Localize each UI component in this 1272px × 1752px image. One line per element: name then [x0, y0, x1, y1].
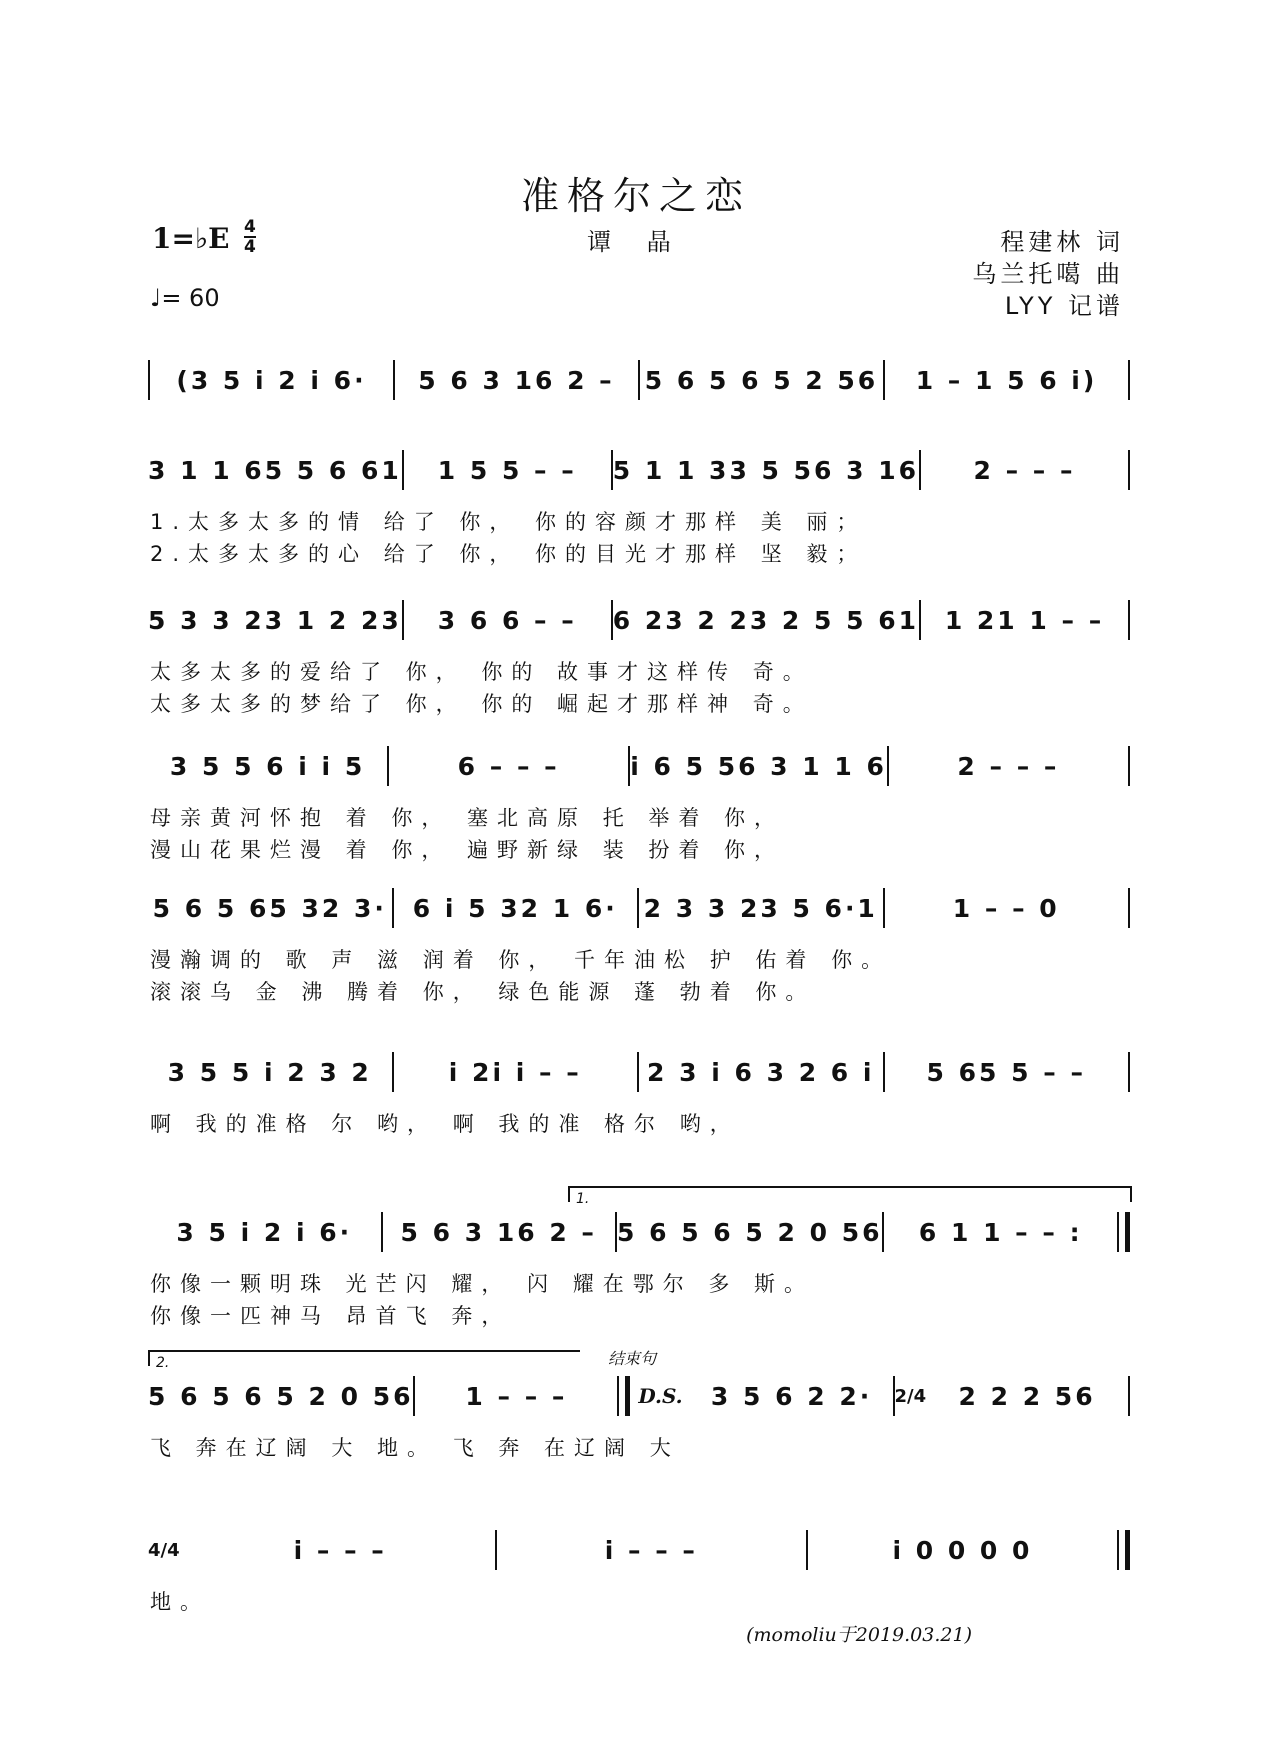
- meter-top: 4: [244, 217, 256, 237]
- notes-line: [148, 1376, 1130, 1416]
- lyricist-credit: 程建林 词: [1000, 228, 1124, 256]
- notes-line: [148, 1530, 1130, 1570]
- measure: 1 – 1 5 6 i): [915, 365, 1098, 395]
- measure: 3 1 1 65 5 6 61: [148, 455, 402, 485]
- measure: 5 6 3 16 2 –: [400, 1217, 597, 1247]
- measure: i 2i i – –: [448, 1057, 582, 1087]
- page-title: 准格尔之恋: [520, 174, 751, 218]
- bar-line: [1128, 888, 1130, 928]
- lyric-line: 2.太多太多的心 给了 你， 你的目光才那样 坚 毅；: [150, 542, 867, 566]
- measure: i – – –: [604, 1535, 698, 1565]
- dal-segno-mark: D.S.: [638, 1384, 683, 1408]
- bar-line: [617, 1376, 630, 1416]
- score-row: [148, 1191, 1130, 1328]
- score-row: [148, 600, 1130, 716]
- measure: 3 5 5 i 2 3 2: [167, 1057, 372, 1087]
- lyric-line: 滚滚乌 金 沸 腾着 你， 绿色能源 蓬 勃着 你。: [150, 980, 816, 1004]
- measure: 3 6 6 – –: [437, 605, 577, 635]
- score-row: [148, 450, 1130, 566]
- bar-line: [1128, 360, 1130, 400]
- measure: 6 i 5 32 1 6·: [412, 893, 618, 923]
- measure: 6 – – –: [457, 751, 560, 781]
- measure: (3 5 i 2 i 6·: [176, 365, 367, 395]
- coda-label: 结束句: [608, 1349, 657, 1368]
- notes-line: [148, 746, 1130, 786]
- transcriber-credit: LYY 记谱: [1004, 292, 1124, 320]
- volta-number: 1.: [576, 1191, 590, 1207]
- measure: 1 – – –: [465, 1381, 568, 1411]
- measure: 6 23 2 23 2 5 5 61: [612, 605, 920, 635]
- transcriber-signature: (momoliu于2019.03.21): [746, 1624, 972, 1646]
- bar-line: [1128, 1052, 1130, 1092]
- measure: 5 1 1 33 5 56 3 16: [612, 455, 920, 485]
- measure: 3 5 i 2 i 6·: [176, 1217, 353, 1247]
- lyric-line: 你像一颗明珠 光芒闪 耀， 闪 耀在鄂尔 多 斯。: [150, 1272, 815, 1296]
- lyric-line: 漫瀚调的 歌 声 滋 润着 你， 千年油松 护 佑着 你。: [150, 948, 892, 972]
- measure: 5 6 3 16 2 –: [418, 365, 615, 395]
- score-row: [148, 888, 1130, 1004]
- measure: 5 65 5 – –: [926, 1057, 1086, 1087]
- bar-line: [1117, 1530, 1130, 1570]
- measure: 5 3 3 23 1 2 23: [148, 605, 402, 635]
- lyric-line: 飞 奔在辽阔 大 地。 飞 奔 在辽阔 大: [150, 1436, 680, 1460]
- measure: 2 2 2 56: [958, 1381, 1096, 1411]
- lyric-line: 太多太多的梦给了 你， 你的 崛起才那样神 奇。: [150, 692, 813, 716]
- measure: 1 21 1 – –: [944, 605, 1105, 635]
- lyric-line: 啊 我的准格 尔 哟， 啊 我的准 格尔 哟，: [150, 1112, 740, 1136]
- notes-line: [148, 450, 1130, 490]
- key-signature: 1=♭E: [152, 222, 230, 255]
- notes-line: [148, 1212, 1130, 1252]
- lyric-line: 1.太多太多的情 给了 你， 你的容颜才那样 美 丽；: [150, 510, 867, 534]
- measure: 5 6 5 6 5 2 56: [644, 365, 879, 395]
- time-signature: [244, 218, 256, 256]
- measure: i 6 5 56 3 1 1 6: [630, 751, 887, 781]
- measure: 5 6 5 6 5 2 0 56: [617, 1217, 883, 1247]
- bar-line: [1128, 746, 1130, 786]
- lyric-line: 太多太多的爱给了 你， 你的 故事才这样传 奇。: [150, 660, 813, 684]
- score-row: [148, 1052, 1130, 1136]
- measure: i 0 0 0 0: [892, 1535, 1033, 1565]
- measure: 5 6 5 65 32 3·: [152, 893, 387, 923]
- measure: 2 3 3 23 5 6·1: [643, 893, 878, 923]
- volta-bracket: [568, 1186, 1132, 1207]
- measure: 2 3 i 6 3 2 6 i: [647, 1057, 875, 1087]
- notes-line: [148, 1052, 1130, 1092]
- lyric-line: 地。: [150, 1590, 210, 1614]
- notes-line: [148, 888, 1130, 928]
- bar-line: [1128, 1376, 1130, 1416]
- singer-name: 谭 晶: [587, 228, 685, 256]
- volta-number: 2.: [156, 1355, 170, 1371]
- measure: 3 5 5 6 i i 5: [169, 751, 366, 781]
- lyric-line: 漫山花果烂漫 着 你， 遍野新绿 装 扮着 你，: [150, 838, 785, 862]
- bar-line: [1128, 450, 1130, 490]
- lyric-line: 母亲黄河怀抱 着 你， 塞北高原 托 举着 你，: [150, 806, 785, 830]
- measure: i – – –: [293, 1535, 387, 1565]
- notes-line: [148, 360, 1130, 400]
- bar-line: [1128, 600, 1130, 640]
- tempo-marking: ♩= 60: [150, 284, 220, 312]
- score-row: [148, 360, 1130, 410]
- measure: 6 1 1 – – :: [918, 1217, 1083, 1247]
- composer-credit: 乌兰托噶 曲: [972, 260, 1124, 288]
- measure: 1 – – 0: [952, 893, 1060, 923]
- score-row: [148, 1530, 1130, 1614]
- measure: 5 6 5 6 5 2 0 56: [148, 1381, 414, 1411]
- lyric-line: 你像一匹神马 昂首飞 奔，: [150, 1304, 512, 1328]
- measure: 1 5 5 – –: [437, 455, 577, 485]
- measure: 3 5 6 2 2·: [710, 1381, 873, 1411]
- score-row: [148, 746, 1130, 862]
- meter-change: 4/4: [148, 1539, 180, 1561]
- measure: 2 – – –: [957, 751, 1060, 781]
- notes-line: [148, 600, 1130, 640]
- bar-line: [1117, 1212, 1130, 1252]
- meter-change: 2/4: [894, 1385, 927, 1407]
- volta-bracket: [148, 1350, 580, 1371]
- meter-bottom: 4: [244, 237, 256, 257]
- score-row: [148, 1349, 1130, 1460]
- measure: 2 – – –: [973, 455, 1076, 485]
